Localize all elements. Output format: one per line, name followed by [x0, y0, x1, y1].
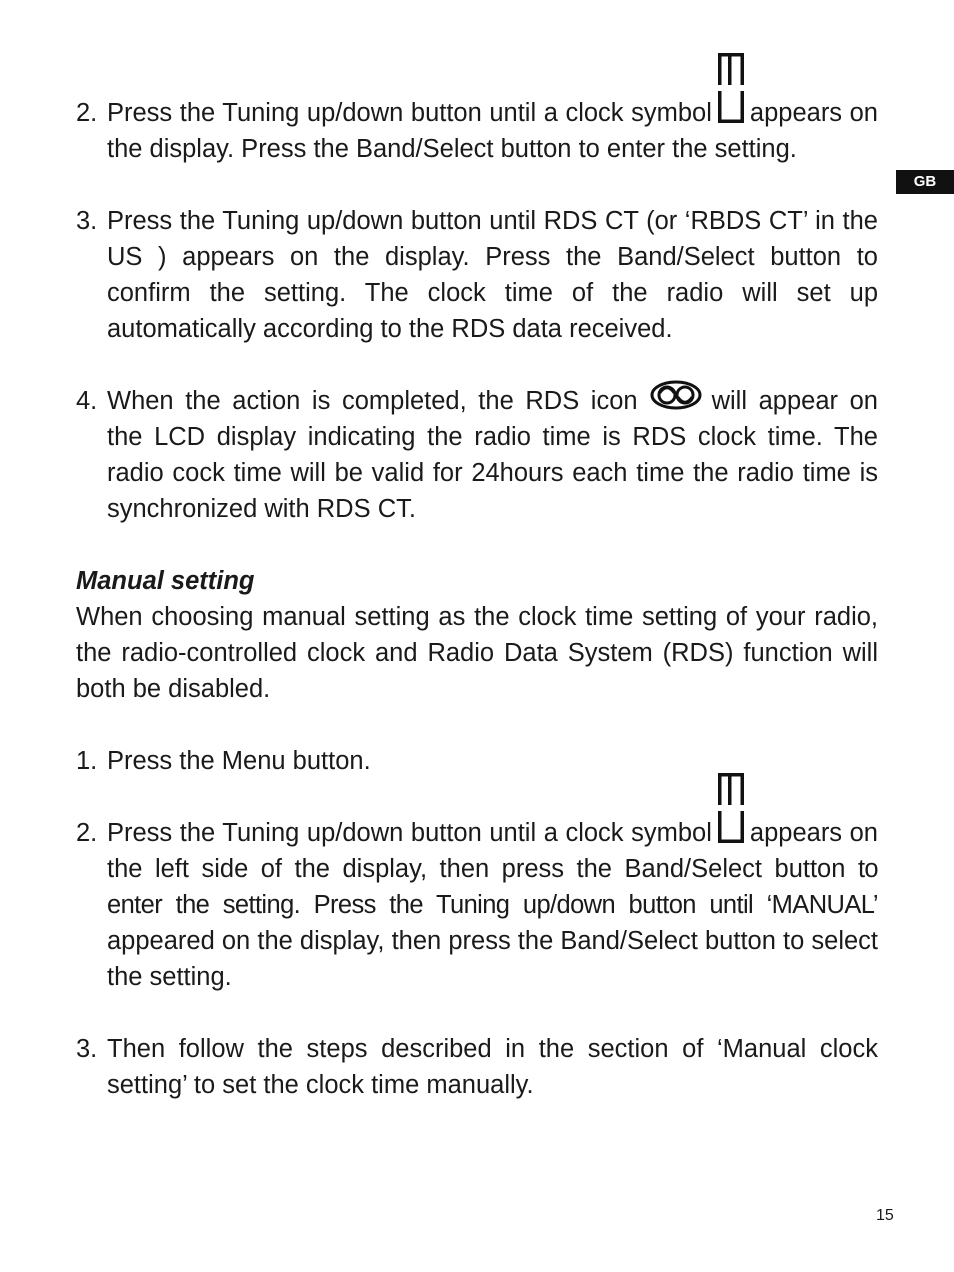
step-text: appears on the left side of the display, then press the Band/Select button	[107, 819, 878, 883]
step-number: 3.	[76, 1035, 98, 1063]
rds-icon	[650, 389, 702, 409]
step-text: When the action is completed, the RDS icon	[107, 387, 638, 415]
manual-step-2	[76, 815, 878, 995]
step-text: will appear on the LCD display indicating the radio time is RDS clock time. The radio cock time will be valid for 24hours each time the radio time is synchronized with RDS CT.	[107, 387, 878, 523]
language-tab-gb: GB	[896, 170, 954, 194]
manual-step-3	[76, 1031, 878, 1103]
instruction-content	[76, 95, 878, 1103]
step-2-clock-symbol	[76, 95, 878, 167]
step-number: 4.	[76, 387, 98, 415]
step-4-rds-icon	[76, 383, 878, 527]
step-number: 3.	[76, 207, 98, 235]
step-text: Press the Menu button.	[107, 747, 371, 775]
step-3-rds-ct	[76, 203, 878, 347]
step-text: appears on the display. Press the Band/Select button to enter the setting.	[107, 99, 878, 163]
step-text: appeared on the display, then press the Band/Select button to select the setting.	[107, 927, 878, 991]
step-text: Press the Tuning up/down button until RDS CT (or ‘RBDS CT’ in the US ) appears on the display. Press the Band/Select button to confirm the setting. The clock time of the radio will set up automatically according to the RDS data received.	[107, 207, 878, 343]
page-number: 15	[876, 1207, 894, 1224]
step-text: Then follow the steps described in the section of ‘Manual clock setting’ to set the clock time manually.	[107, 1035, 878, 1099]
step-number: 2.	[76, 819, 98, 847]
clock-symbol-icon	[716, 95, 746, 121]
step-number: 1.	[76, 747, 98, 775]
section-heading-manual-setting: Manual setting	[76, 567, 255, 595]
manual-intro-paragraph: When choosing manual setting as the clock time setting of your radio, the radio-controlled clock and Radio Data System (RDS) function will both be disabled.	[76, 603, 878, 703]
step-number: 2.	[76, 99, 98, 127]
clock-symbol-icon	[716, 815, 746, 841]
manual-step-1	[76, 743, 878, 779]
step-text: Press the Tuning up/down button until a clock symbol	[107, 819, 712, 847]
step-text-condensed: to enter the setting. Press the Tuning up/down button until ‘MANUAL’	[107, 855, 879, 919]
step-text: Press the Tuning up/down button until a clock symbol	[107, 99, 712, 127]
